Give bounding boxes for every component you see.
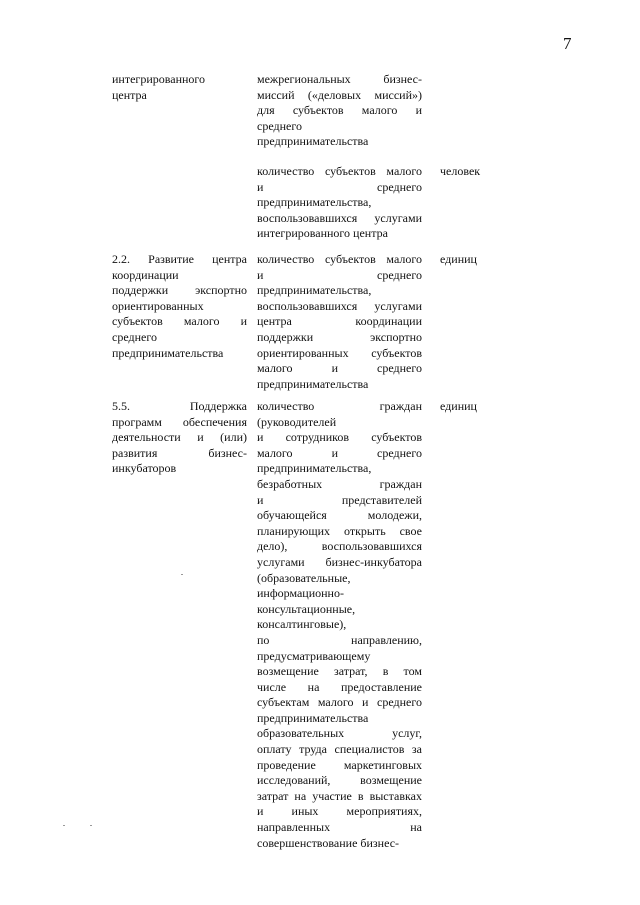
text-line: интегрированного центра	[257, 226, 388, 241]
text-line: межрегиональных бизнес-	[257, 72, 422, 86]
text-line: инкубаторов	[112, 461, 177, 476]
text-line: оплату труда специалистов за	[257, 742, 422, 757]
text-line: поддержки экспортно	[112, 283, 247, 298]
text-line: ориентированных субъектов	[257, 345, 422, 360]
text-line: предпринимательства	[112, 345, 224, 360]
text-line: количество граждан	[257, 399, 422, 413]
text-line: воспользовавшихся услугами	[257, 298, 422, 313]
text-line: предпринимательства,	[257, 283, 372, 298]
text-line: ориентированных	[112, 298, 204, 313]
text-line: и среднего	[257, 267, 422, 282]
text-line: поддержки экспортно	[257, 329, 422, 344]
row1-unit: человек	[440, 164, 481, 178]
text-line: для субъектов малого и	[257, 103, 422, 118]
text-line: интегрированного	[112, 72, 206, 86]
text-line: услугами бизнес-инкубатора	[257, 554, 422, 569]
text-line: направленных на	[257, 820, 422, 835]
text-line: образовательных услуг,	[257, 726, 422, 741]
text-line: предпринимательства	[257, 376, 369, 391]
text-line: среднего	[112, 329, 157, 344]
text-line: (руководителей	[257, 414, 337, 429]
scan-speck	[90, 825, 92, 826]
row1-col2	[257, 164, 422, 242]
row3-col1	[112, 399, 247, 477]
text-line: и сотрудников субъектов	[257, 430, 422, 445]
text-line: деятельности и (или)	[112, 430, 247, 445]
text-line: безработных граждан	[257, 476, 422, 491]
row3-unit: единиц	[440, 399, 477, 413]
text-line: проведение маркетинговых	[257, 757, 422, 772]
text-line: центра	[112, 87, 147, 102]
text-line: консалтинговые),	[257, 617, 347, 632]
text-line: субъектам малого и среднего	[257, 695, 422, 710]
text-line: обучающейся молодежи,	[257, 508, 422, 523]
text-line: предпринимательства,	[257, 461, 372, 476]
text-line: 2.2. Развитие центра	[112, 252, 247, 266]
text-line: возмещение затрат, в том	[257, 664, 422, 679]
text-line: консультационные,	[257, 601, 356, 616]
text-line: совершенствование бизнес-	[257, 835, 400, 850]
text-line: и среднего	[257, 179, 422, 194]
page-number: 7	[563, 34, 572, 53]
text-line: малого и среднего	[257, 445, 422, 460]
text-line: информационно-	[257, 586, 344, 601]
text-line: миссий («деловых миссий»)	[257, 87, 422, 102]
text-line: предпринимательства	[257, 710, 369, 725]
text-line: развития бизнес-	[112, 445, 247, 460]
text-line: среднего	[257, 118, 302, 133]
text-line: и представителей	[257, 492, 422, 507]
text-line: 5.5. Поддержка	[112, 399, 247, 413]
text-line: исследований, возмещение	[257, 773, 422, 788]
text-line: малого и среднего	[257, 361, 422, 376]
row2-col2	[257, 252, 422, 392]
text-line: по направлению,	[257, 632, 422, 647]
row3-col2	[257, 399, 422, 851]
text-line: количество субъектов малого	[257, 252, 422, 266]
text-line: числе на предоставление	[257, 679, 422, 694]
text-line: предпринимательства,	[257, 195, 372, 210]
text-line: и иных мероприятиях,	[257, 804, 422, 819]
text-line: предпринимательства	[257, 134, 369, 149]
scan-speck	[63, 825, 65, 826]
row0-col2	[257, 72, 422, 150]
text-line: координации	[112, 267, 179, 282]
row2-col1	[112, 252, 247, 361]
text-line: предусматривающему	[257, 648, 371, 663]
text-line: программ обеспечения	[112, 414, 247, 429]
scan-speck	[181, 574, 183, 575]
text-line: (образовательные,	[257, 570, 351, 585]
text-line: затрат на участие в выставках	[257, 788, 422, 803]
row0-col1	[112, 72, 247, 103]
row2-unit: единиц	[440, 252, 477, 266]
text-line: субъектов малого и	[112, 314, 247, 329]
text-line: количество субъектов малого	[257, 164, 422, 178]
text-line: центра координации	[257, 314, 422, 329]
text-line: дело), воспользовавшихся	[257, 539, 422, 554]
text-line: воспользовавшихся услугами	[257, 210, 422, 225]
text-line: планирующих открыть свое	[257, 523, 422, 538]
